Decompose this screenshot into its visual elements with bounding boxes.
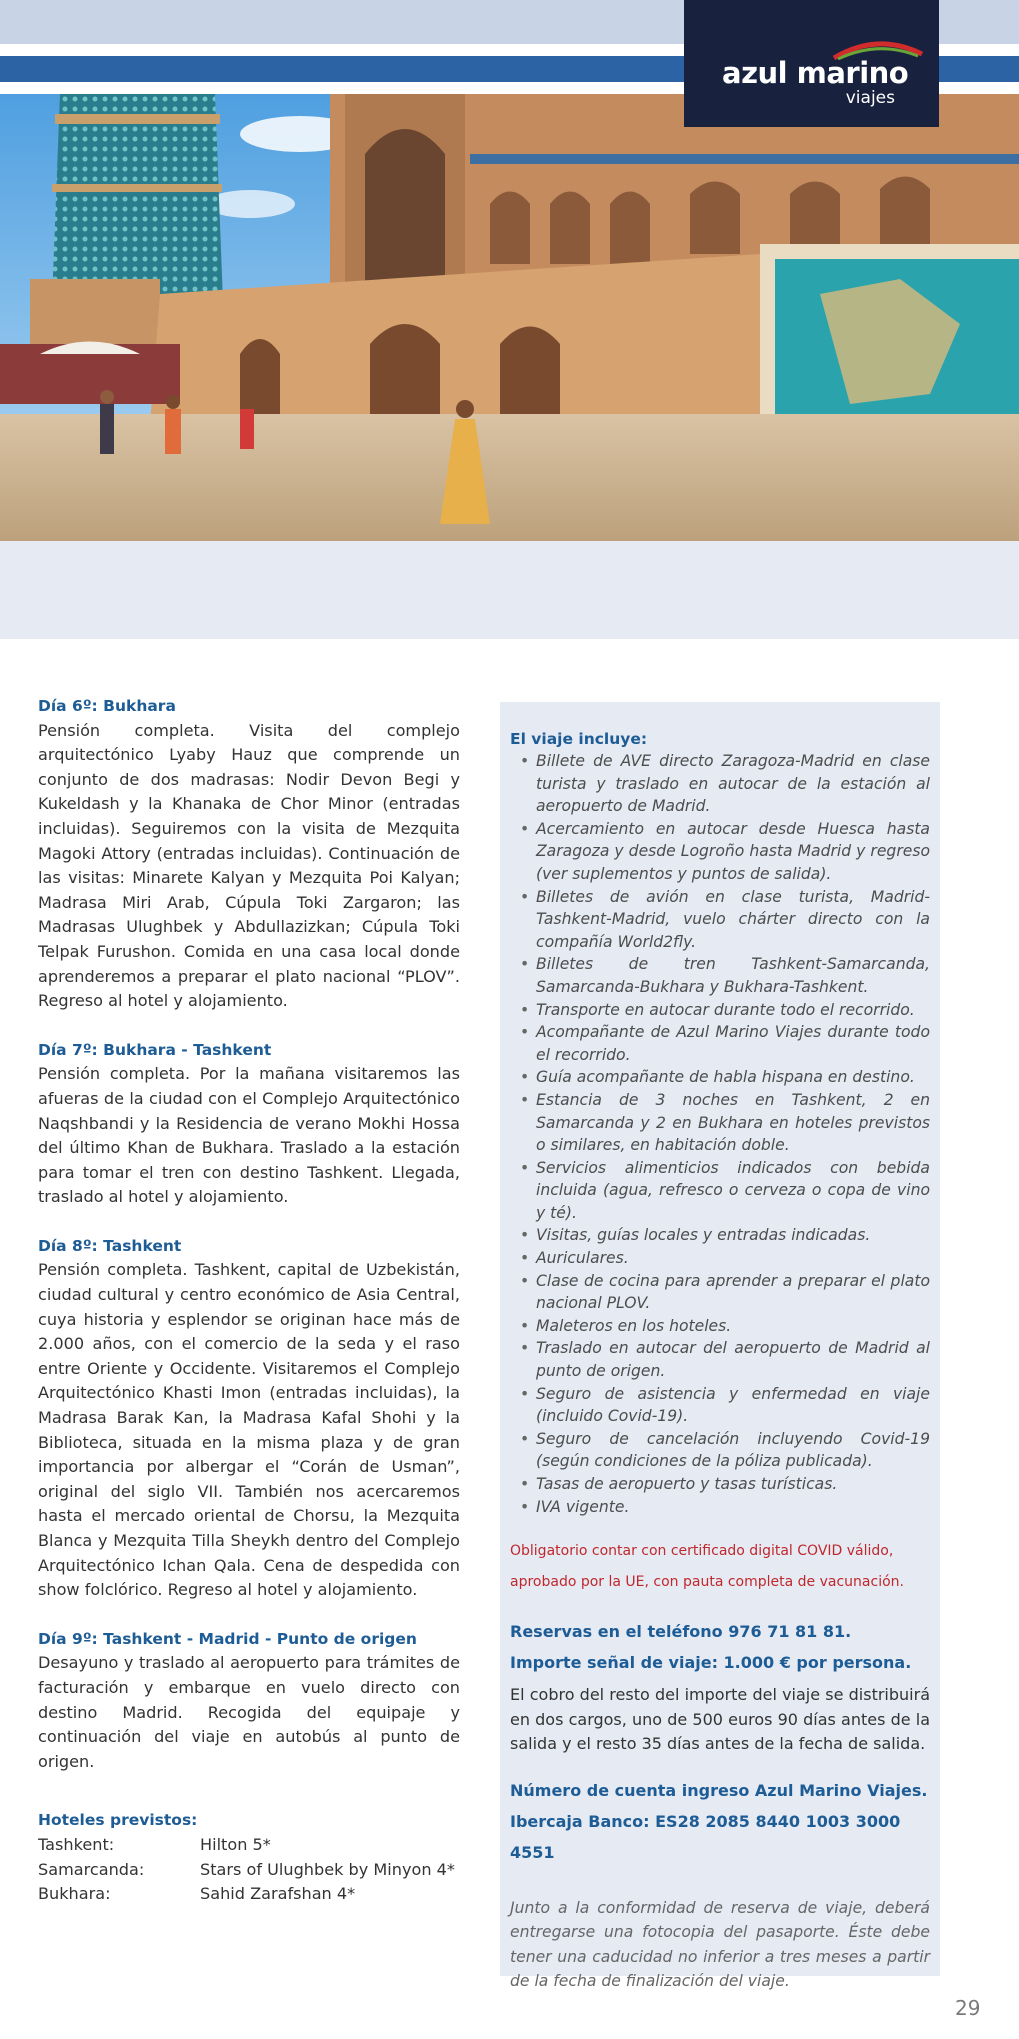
day-description: Pensión completa. Visita del complejo arquitectónico Lyaby Hauz que comprende un conjunto de dos madrasas: Nodir Devon Begi y Kukeldash y la Khanaka de Chor Minor (entradas incluidas). Seguiremos con la visita de Mezquita Magoki Attory (entradas incluidas). Continuación de las visitas: Minarete Kalyan y Mezquita Poi Kalyan; Madrasa Miri Arab, Cúpula Toki Zargaron; las Madrasas Ulughbek y Abdullazizkan; Cúpula Toki Telpak Furushon. Comida en una casa local donde aprenderemos a preparar el plato nacional “PLOV”. Regreso al hotel y alojamiento.	[38, 720, 460, 1011]
includes-item: • Acercamiento en autocar desde Huesca hasta Zaragoza y desde Logroño hasta Madrid y regreso (ver suplementos y puntos de salida).	[510, 818, 930, 886]
hotel-city: Samarcanda:	[38, 1859, 145, 1879]
hotel-row	[38, 1858, 460, 1883]
includes-item: • Traslado en autocar del aeropuerto de Madrid al punto de origen.	[510, 1337, 930, 1382]
bank-account	[510, 1775, 930, 1868]
account-title: Número de cuenta ingreso Azul Marino Viajes.	[510, 1780, 928, 1800]
page-number: 29	[955, 1996, 981, 2020]
passport-note: Junto a la conformidad de reserva de viaje, deberá entregarse una fotocopia del pasaporte. Éste debe tener una caducidad no inferior a tres meses a partir de la fecha de finalización del viaje.	[510, 1898, 930, 1991]
includes-item: • Visitas, guías locales y entradas indicadas.	[510, 1224, 930, 1247]
includes-item: • Auriculares.	[510, 1247, 930, 1270]
hotels-section	[38, 1808, 460, 1906]
includes-item: • Billetes de avión en clase turista, Madrid-Tashkent-Madrid, vuelo chárter directo con la compañía World2fly.	[510, 886, 930, 954]
hotel-row	[38, 1833, 460, 1858]
khiva-street-photo	[0, 94, 1019, 541]
day-6	[38, 694, 460, 1014]
brand-logo	[684, 0, 939, 127]
itinerary-column	[38, 694, 460, 1907]
day-description: Desayuno y traslado al aeropuerto para trámites de facturación y embarque en vuelo directo con destino Madrid. Recogida del equipaje y continuación del viaje en autobús al punto de origen.	[38, 1653, 460, 1771]
includes-item: • Seguro de cancelación incluyendo Covid-19 (según condiciones de la póliza publicada).	[510, 1428, 930, 1473]
day-7	[38, 1038, 460, 1210]
day-title: Día 9º: Tashkent - Madrid - Punto de origen	[38, 1629, 417, 1648]
hotel-name: Sahid Zarafshan 4*	[200, 1884, 356, 1904]
includes-item: • Acompañante de Azul Marino Viajes durante todo el recorrido.	[510, 1021, 930, 1066]
hotel-city: Bukhara:	[38, 1884, 111, 1904]
includes-item: • Guía acompañante de habla hispana en destino.	[510, 1066, 930, 1089]
photo-caption-band	[0, 541, 1019, 639]
covid-notice: Obligatorio contar con certificado digital COVID válido, aprobado por la UE, con pauta completa de vacunación.	[510, 1543, 904, 1591]
reservation-deposit: Importe señal de viaje: 1.000 € por persona.	[510, 1653, 912, 1673]
brand-subtitle: viajes	[845, 88, 895, 108]
hotels-title: Hoteles previstos:	[38, 1811, 198, 1830]
day-title: Día 6º: Bukhara	[38, 697, 176, 715]
reservation-phone: Reservas en el teléfono 976 71 81 81.	[510, 1622, 852, 1642]
hotel-city: Tashkent:	[38, 1834, 115, 1854]
day-description: Pensión completa. Por la mañana visitaremos las afueras de la ciudad con el Complejo Arquitectónico Naqshbandi y la Residencia de verano Mokhi Hossa del último Khan de Bukhara. Traslado a la estación para tomar el tren con destino Tashkent. Llegada, traslado al hotel y alojamiento.	[38, 1064, 460, 1207]
includes-item: • Tasas de aeropuerto y tasas turísticas.	[510, 1473, 930, 1496]
brand-name: azul marino	[722, 56, 909, 90]
includes-item: • Billete de AVE directo Zaragoza-Madrid en clase turista y traslado en autocar de la estación al aeropuerto de Madrid.	[510, 750, 930, 818]
includes-list	[510, 750, 930, 1518]
account-iban: Ibercaja Banco: ES28 2085 8440 1003 3000 4551	[510, 1811, 901, 1862]
trip-info-panel	[500, 702, 940, 1991]
reservation-info	[510, 1616, 930, 1678]
trip-info-content	[510, 728, 930, 1994]
hotel-name: Hilton 5*	[200, 1834, 271, 1854]
day-title: Día 8º: Tashkent	[38, 1236, 182, 1255]
day-8	[38, 1234, 460, 1603]
hotel-name: Stars of Ulughbek by Minyon 4*	[200, 1859, 455, 1879]
day-title: Día 7º: Bukhara - Tashkent	[38, 1040, 272, 1059]
includes-item: • IVA vigente.	[510, 1496, 930, 1519]
hotel-row	[38, 1882, 460, 1907]
includes-item: • Transporte en autocar durante todo el recorrido.	[510, 999, 930, 1022]
includes-item: • Servicios alimenticios indicados con bebida incluida (agua, refresco o cerveza o copa de vino y té).	[510, 1157, 930, 1225]
includes-title: El viaje incluye:	[510, 730, 648, 748]
includes-item: • Billetes de tren Tashkent-Samarcanda, Samarcanda-Bukhara y Bukhara-Tashkent.	[510, 953, 930, 998]
includes-item: • Estancia de 3 noches en Tashkent, 2 en Samarcanda y 2 en Bukhara en hoteles previstos o similares, en habitación doble.	[510, 1089, 930, 1157]
photo-illustration	[0, 94, 1019, 541]
day-description: Pensión completa. Tashkent, capital de Uzbekistán, ciudad cultural y centro económico de Asia Central, cuya historia y esplendor se originan hace más de 2.000 años, con el comercio de la seda y el raso entre Oriente y Occidente. Visitaremos el Complejo Arquitectónico Khasti Imon (entradas incluidas), la Madrasa Barak Kan, la Madrasa Kafal Shohi y la Biblioteca, situada en la misma plaza y de gran importancia por albergar el “Corán de Usman”, original del siglo VII. También nos acercaremos hasta el mercado oriental de Chorsu, la Mezquita Blanca y Mezquita Tilla Sheykh dentro del Complejo Arquitectónico Ichan Qala. Cena de despedida con show folclórico. Regreso al hotel y alojamiento.	[38, 1260, 460, 1600]
includes-item: • Seguro de asistencia y enfermedad en viaje (incluido Covid-19).	[510, 1383, 930, 1428]
payment-schedule: El cobro del resto del importe del viaje se distribuirá en dos cargos, uno de 500 euros 90 días antes de la salida y el resto 35 días antes de la fecha de salida.	[510, 1685, 930, 1754]
includes-item: • Clase de cocina para aprender a preparar el plato nacional PLOV.	[510, 1270, 930, 1315]
day-9	[38, 1627, 460, 1775]
includes-item: • Maleteros en los hoteles.	[510, 1315, 930, 1338]
